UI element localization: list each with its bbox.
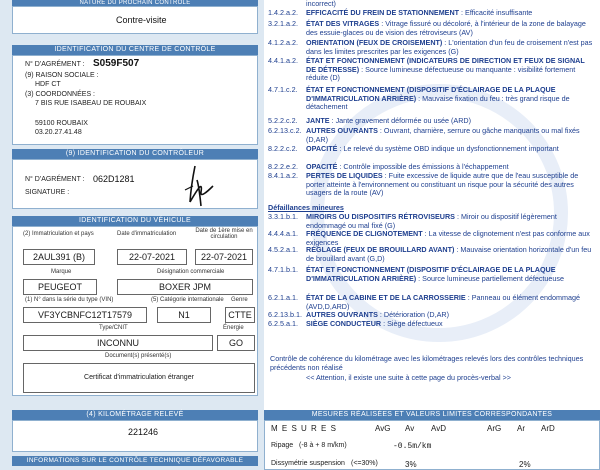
agrement-label: N° D'AGRÉMENT : [25,61,85,68]
defect-text: : Siège défectueux [381,319,443,328]
raison-value: HDF CT [35,81,61,88]
defect-title: RÉGLAGE (FEUX DE BROUILLARD AVANT) [306,245,455,254]
defect-text: : Source lumineuse défectueuse ou manquante : visibilité fortement réduite (D) [306,64,576,83]
defect-description [306,213,596,230]
agrement-value: S059F507 [93,58,140,69]
centre-panel [12,55,258,145]
defect-title: ÉTAT ET FONCTIONNEMENT (DISPOSITIF D'ÉCLAIRAGE DE LA PLAQUE D'IMMATRICULATION ARRIÈRE) [306,265,556,283]
defect-text: : Fuite excessive de liquide autre que de l'eau susceptible de porter atteinte à l'environnement ou constituant un risque pour la sécurité des autres usagers de la route (AV) [306,171,579,198]
categorie-label: (5) Catégorie internationale [151,297,224,303]
defect-code: 1.4.2.a.2. [268,8,298,17]
defect-text: : Ouvrant, charnière, serrure ou gâche manquants ou mal fixés (D,AR) [306,126,580,144]
defect-title: PERTES DE LIQUIDES [306,171,383,180]
ripage-label: Ripage [271,442,294,449]
date-mec-field: 22-07-2021 [195,249,253,265]
vehicule-panel [12,226,258,396]
coord-label: (3) COORDONNÉES : [25,91,96,98]
defect-code: 8.2.2.c.2. [268,144,298,153]
km-header: (4) KILOMÉTRAGE RELEVÉ [12,410,258,420]
defect-title: ÉTAT ET FONCTIONNEMENT (DISPOSITIF D'ÉCLAIRAGE DE LA PLAQUE D'IMMATRICULATION ARRIÈRE) [306,85,556,103]
controleur-panel [12,159,258,209]
coord-line-3: 03.20.27.41.48 [35,129,82,136]
defect-text: : Mauvaise orientation horizontale d'un feu de brouillard avant (G,D) [306,245,592,263]
defect-code: 5.2.2.c.2. [268,116,298,125]
defect-text: : Contrôle impossible des émissions à l'échappement [337,162,509,171]
defect-description [306,294,596,311]
vin-field: VF3YCBNFC12T17579 [23,307,147,323]
defect-title: EFFICACITÉ DU FREIN DE STATIONNEMENT [306,8,460,17]
defect-text: : Miroir ou dispositif légèrement endommagé ou mal fixé (G) [306,212,557,230]
defect-description [306,320,596,329]
centre-header: IDENTIFICATION DU CENTRE DE CONTRÔLE [12,45,258,55]
defect-description [306,20,596,37]
defect-title: OPACITÉ [306,144,338,153]
km-panel [12,420,258,452]
defect-code: 3.2.1.a.2. [268,19,298,28]
defect-description [306,172,596,198]
defect-title: AUTRES OUVRANTS [306,310,378,319]
defect-title: AUTRES OUVRANTS [306,126,378,135]
immat-label: (2) Immatriculation et pays [23,231,94,237]
defect-description [306,86,596,112]
defect-code: 4.5.2.a.1. [268,245,298,254]
defect-description [306,145,596,154]
designation-label: Désignation commerciale [157,269,225,275]
defect-description [306,127,596,144]
type-label: Type/CNIT [99,325,128,331]
defect-title: OPACITÉ [306,162,338,171]
defect-text: : Mauvaise fixation du feu : très grand risque de détachement [306,93,570,112]
defect-text: : La vitesse de clignotement n'est pas conforme aux exigences [306,229,590,247]
defect-description [306,39,596,56]
defect-text: : Vitrage fissuré ou décoloré, à l'intérieur de la zone de balayage des essuie-glaces ou de vision des rétroviseurs (AV) [306,19,586,37]
defect-code: 4.7.1.c.2. [268,85,298,94]
defect-title: JANTE [306,116,330,125]
defect-description [306,9,596,18]
type-field: INCONNU [23,335,213,351]
defect-text: : L'orientation d'un feu de croisement n'est pas dans les limites prescrites par les exigences (G) [306,38,593,56]
genre-label: Genre [231,297,248,303]
defect-text: : Panneau ou élément endommagé (AVD,D,ARD) [306,293,581,311]
marque-label: Marque [51,269,72,275]
docs-label: Document(s) présenté(s) [105,353,172,359]
date-mec-label: Date de 1ère mise en circulation [195,228,253,240]
top-cut-text: incorrect) [306,0,336,8]
defect-code: 8.2.2.e.2. [268,162,298,171]
designation-field: BOXER JPM [117,279,253,295]
defect-title: SIÈGE CONDUCTEUR [306,319,382,328]
mesures-header: MESURES RÉALISÉES ET VALEURS LIMITES CORRESPONDANTES [264,410,600,420]
mesures-panel [264,420,600,470]
dissym-av: 3% [405,460,417,469]
attention-text: << Attention, il existe une suite à cette page du procès-verbal >> [306,373,511,382]
defect-description [306,57,596,83]
dissym-ar: 2% [519,460,531,469]
coherence-text: Contrôle de cohérence du kilométrage avec les kilométrages relevés lors des contrôles techniques précédents non réalisé [270,354,584,372]
defect-code: 4.7.1.b.1. [268,265,298,274]
dissym-limits: (<=30%) [351,460,378,467]
col-av: Av [405,424,415,433]
ripage-value: -0.5m/km [393,442,432,451]
minor-defects-header: Défaillances mineures [268,203,344,212]
defect-text: : Le relevé du système OBD indique un dysfonctionnement important [337,144,559,153]
energie-field: GO [217,335,255,351]
defect-code: 3.3.1.b.1. [268,212,298,221]
defect-code: 6.2.13.b.1. [268,310,302,319]
defect-description [306,246,596,263]
defect-code: 8.4.1.a.2. [268,171,298,180]
km-value: 221246 [128,427,159,437]
col-avg: AvG [375,424,391,433]
col-avd: AvD [431,424,446,433]
defect-text: : Jante gravement déformée ou usée (ARD) [329,116,472,125]
controleur-header: (9) IDENTIFICATION DU CONTRÔLEUR [12,149,258,159]
defect-title: ÉTAT DE LA CABINE ET DE LA CARROSSERIE [306,293,466,302]
defect-code: 4.1.2.a.2. [268,38,298,47]
defect-code: 6.2.13.c.2. [268,126,302,135]
defect-title: ORIENTATION (FEUX DE CROISEMENT) [306,38,443,47]
defect-code: 4.4.4.a.1. [268,229,298,238]
col-ar: Ar [517,424,525,433]
ctrl-agrement-value: 062D1281 [93,174,135,184]
defect-title: ÉTAT DES VITRAGES [306,19,380,28]
immat-field: 2AUL391 (B) [23,249,95,265]
categorie-field: N1 [157,307,211,323]
genre-field: CTTE [225,307,255,323]
signature-image [173,162,233,208]
ripage-limits: (-8 à + 8 m/km) [299,442,347,449]
next-control-header: NATURE DU PROCHAIN CONTRÔLE [12,0,258,6]
col-ard: ArD [541,424,555,433]
defect-code: 6.2.1.a.1. [268,293,298,302]
next-control-value: Contre-visite [116,15,167,25]
mesures-title: M E S U R E S [271,424,337,433]
defect-code: 6.2.5.a.1. [268,319,298,328]
defect-title: MIROIRS OU DISPOSITIFS RÉTROVISEURS [306,212,455,221]
coord-line-2: 59100 ROUBAIX [35,120,88,127]
col-arg: ArG [487,424,502,433]
marque-field: PEUGEOT [23,279,97,295]
next-control-panel [12,6,258,34]
raison-label: (9) RAISON SOCIALE : [25,72,99,79]
vin-label: (1) N° dans la série du type (VIN) [25,297,114,303]
vehicule-header: IDENTIFICATION DU VÉHICULE [12,216,258,226]
defect-text: : Source lumineuse partiellement défectueuse [416,273,565,283]
defect-title: ÉTAT ET FONCTIONNEMENT (INDICATEURS DE DIRECTION ET FEUX DE SIGNAL DE DÉTRESSE) [306,56,585,74]
date-immat-label: Date d'immatriculation [117,231,177,237]
defect-description [306,117,596,126]
bottom-header: INFORMATIONS SUR LE CONTRÔLE TECHNIQUE DÉFAVORABLE [12,456,258,466]
defect-text: : Détérioration (D,AR) [377,310,449,319]
defect-title: FRÉQUENCE DE CLIGNOTEMENT [306,229,423,238]
docs-field: Certificat d'immatriculation étranger [23,363,255,393]
energie-label: Énergie [223,325,244,331]
date-immat-field: 22-07-2021 [117,249,187,265]
ctrl-agrement-label: N° D'AGRÉMENT : [25,176,85,183]
coord-line-1: 7 BIS RUE ISABEAU DE ROUBAIX [35,100,147,107]
dissym-label: Dissymétrie suspension [271,460,345,467]
defect-description [306,266,596,283]
signature-label: SIGNATURE : [25,189,70,196]
defect-text: : Efficacité insuffisante [459,8,533,17]
defect-code: 4.4.1.a.2. [268,56,298,65]
